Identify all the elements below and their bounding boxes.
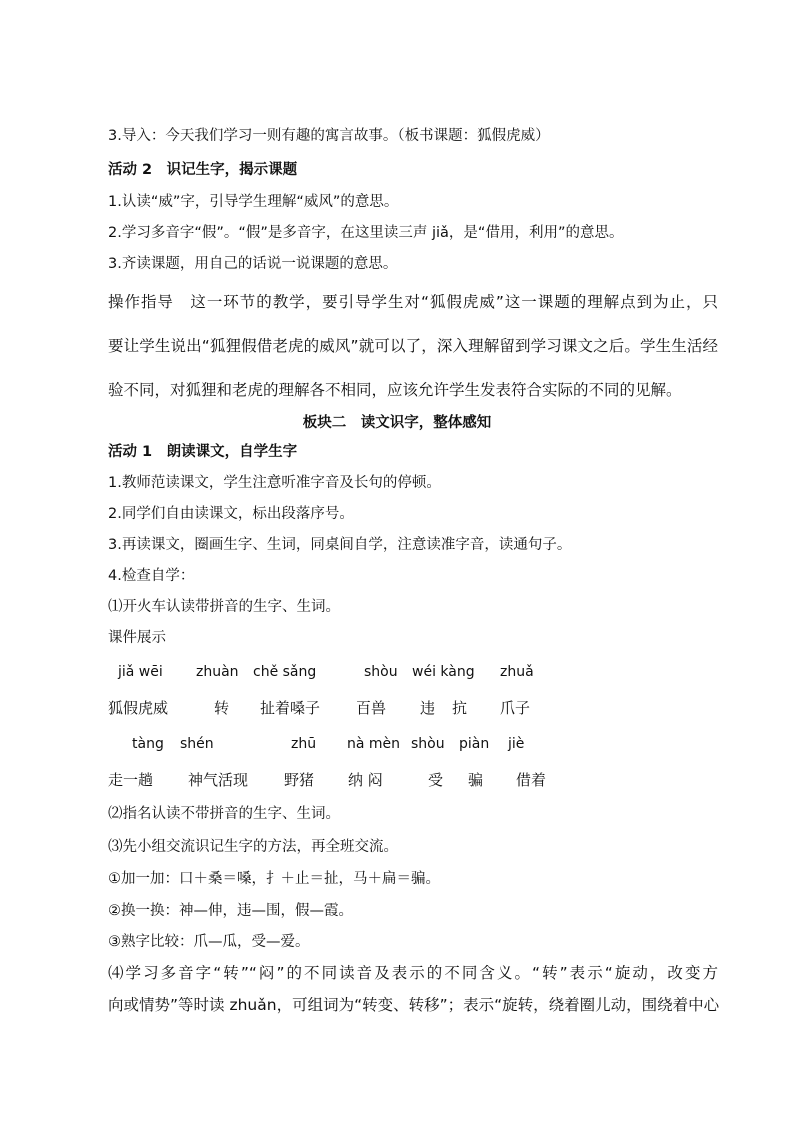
pinyin-token: shòu xyxy=(364,664,398,680)
guidance-line: 验不同，对狐狸和老虎的理解各不相同，应该允许学生发表符合实际的不同的见解。 xyxy=(108,381,682,399)
char-token: 受 xyxy=(428,771,444,789)
activity1-title: 活动 1 朗读课文，自学生字 xyxy=(108,444,298,460)
activity2-item: 1.认读“威”字，引导学生理解“威风”的意思。 xyxy=(108,194,399,210)
char-token: 走一趟 xyxy=(108,771,154,789)
char-token: 野猪 xyxy=(284,771,315,789)
guidance-line: 操作指导 这一环节的教学，要引导学生对“狐假虎威”这一课题的理解点到为止，只 xyxy=(108,293,718,311)
pinyin-token: tàng xyxy=(132,736,164,752)
intro-line: 3.导入：今天我们学习一则有趣的寓言故事。（板书课题：狐假虎威） xyxy=(108,128,550,144)
char-token: 纳 闷 xyxy=(348,771,383,789)
activity1-item: 2.同学们自由读课文，标出段落序号。 xyxy=(108,506,354,522)
pinyin-token: zhuǎ xyxy=(500,664,534,680)
pinyin-token: piàn xyxy=(459,736,490,752)
pinyin-token: nà mèn xyxy=(347,736,401,752)
pinyin-token: jiè xyxy=(508,736,525,752)
activity2-item: 3.齐读课题，用自己的话说一说课题的意思。 xyxy=(108,256,398,272)
char-token: 抗 xyxy=(452,699,468,717)
polyphone-line: 向或情势”等时读 zhuǎn，可组词为“转变、转移”；表示“旋转，绕着圈儿动，围绕着中心 xyxy=(108,996,720,1014)
study-item: ⑶先小组交流识记生字的方法，再全班交流。 xyxy=(108,839,398,855)
char-token: 骗 xyxy=(468,771,484,789)
pinyin-token: shòu xyxy=(411,736,445,752)
char-token: 神气活现 xyxy=(188,771,249,789)
pinyin-token: jiǎ wēi xyxy=(118,664,163,680)
activity1-item: 4.检查自学： xyxy=(108,568,195,584)
activity2-item: 2.学习多音字“假”。“假”是多音字，在这里读三声 jiǎ，是“借用，利用”的意思。 xyxy=(108,225,624,241)
char-token: 爪子 xyxy=(500,699,531,717)
study-item: ①加一加：口＋桑＝嗓，扌＋止＝扯，马＋扁＝骗。 xyxy=(108,871,440,887)
activity2-title: 活动 2 识记生字，揭示课题 xyxy=(108,162,298,178)
activity1-item: 3.再读课文，圈画生字、生词，同桌间自学，注意读准字音，读通句子。 xyxy=(108,537,572,553)
operation-guidance xyxy=(108,292,718,424)
polyphone-line: ⑷学习多音字“转”“闷”的不同读音及表示的不同含义。“转”表示“旋动，改变方 xyxy=(108,964,718,982)
polyphone-paragraph xyxy=(108,963,718,1039)
activity1-item: ⑴开火车认读带拼音的生字、生词。 xyxy=(108,599,340,615)
char-token: 违 xyxy=(420,699,436,717)
pinyin-token: chě sǎng xyxy=(253,664,317,680)
char-token: 转 xyxy=(214,699,230,717)
char-token: 狐假虎威 xyxy=(108,699,169,717)
char-token: 借着 xyxy=(516,771,547,789)
courseware-label: 课件展示 xyxy=(108,630,166,646)
activity1-item: 1.教师范读课文，学生注意听准字音及长句的停顿。 xyxy=(108,475,441,491)
pinyin-token: zhū xyxy=(291,736,317,752)
section2-heading: 板块二 读文识字，整体感知 xyxy=(302,415,492,431)
pinyin-token: zhuàn xyxy=(196,664,239,680)
guidance-line: 要让学生说出“狐狸假借老虎的威风”就可以了，深入理解留到学习课文之后。学生生活经 xyxy=(108,337,718,355)
pinyin-token: wéi kàng xyxy=(412,664,475,680)
pinyin-token: shén xyxy=(180,736,214,752)
char-token: 扯着嗓子 xyxy=(260,699,321,717)
study-item: ⑵指名认读不带拼音的生字、生词。 xyxy=(108,806,340,822)
study-item: ②换一换：神—伸，违—围，假—霞。 xyxy=(108,903,353,919)
study-item: ③熟字比较：爪—瓜，受—爱。 xyxy=(108,934,310,950)
char-token: 百兽 xyxy=(356,699,387,717)
